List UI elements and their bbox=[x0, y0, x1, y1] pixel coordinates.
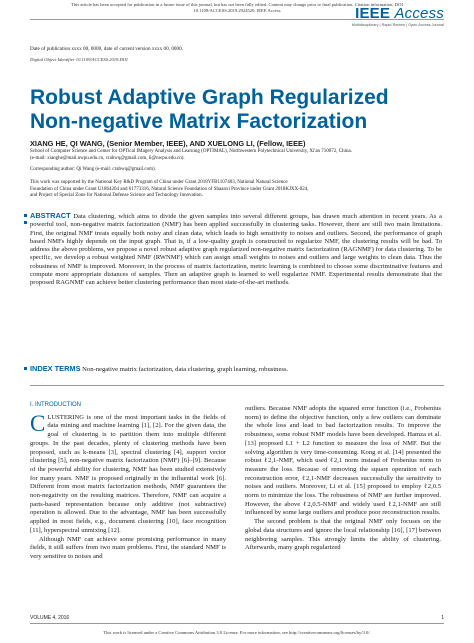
publication-dates: Date of publication xxxx 00, 0000, date of current version xxxx 00, 0000. bbox=[30, 46, 183, 52]
doi-line: Digital Object Identifier 10.1109/ACCESS.2019.DOI bbox=[30, 57, 128, 62]
author-list: XIANG HE, QI WANG, (Senior Member, IEEE), AND XUELONG LI, (Fellow, IEEE) bbox=[30, 139, 306, 148]
intro-paragraph-2: Although NMF can achieve some promising performance in many fields, it still suffers from two main problems. First, the standard NMF is very sensitive to noises and bbox=[30, 535, 226, 560]
index-terms bbox=[30, 365, 442, 374]
right-column bbox=[245, 405, 441, 553]
right-paragraph-2: The second problem is that the original NMF only focuses on the global data structures and ignore the local relationship [16], [17] between neighboring samples. This strongly limits the ability of clustering. Afterwards, many graph regularized bbox=[245, 518, 441, 552]
abstract bbox=[30, 212, 442, 288]
page-number: 1 bbox=[441, 615, 444, 621]
corresponding-author: Corresponding author: Qi Wang (e-mail: crabwq@gmail.com). bbox=[30, 167, 156, 172]
intro-paragraph-1-text: LUSTERING is one of the most important tasks in the fields of data mining and machine learning [1], [2]. For the given data, the goal of clustering is to partition them into multiple different groups. In the past decades, plenty of clustering methods have been proposed, such as k-means [3], spectral clustering [4], support vector clustering [5], non-negative matrix factorization (NMF) [6]–[9]. Because of the powerful ability for clustering, NMF has been studied extensively for many years. NMF is proposed originally in the influential work [6]. Different from most matrix factorization methods, NMF guarantees the non-negativity on the resulting matrices. Therefore, NMF can acquire a parts-based representation because only additive (not subtractive) operation is allowed. Due to the advantage, NMF has been successfully applied in most fields, e.g., document clustering [10], face recognition [11], hyperspectral unmixing [12]. bbox=[30, 413, 226, 534]
notice-line-2: 10.1109/ACCESS.2019.2924520, IEEE Access bbox=[193, 8, 281, 13]
abstract-text: Data clustering, which aims to divide the given samples into several different groups, has drawn much attention in recent years. As a powerful tool, non-negative matrix factorization (NMF) has been applied successfully in clustering tasks. However, there are still two main limitations. First, the original NMF treats equally both noisy and clean data, which leads to high sensitivity to noises and outliers. Second, the performance of graph based NMFs highly depends on the input graph. That is, if a low-quality graph is constructed to regularize NMF, the clustering results will be bad. To address the above problems, we propose a novel robust adaptive graph regularized non-negative matrix factorization (RAGNMF) for data clustering. To be specific, we develop a robust weighted NMF (RWNMF) which can assign small weights to noises and outliers and large weights to clean data. Thus the robustness of NMF is improved. Moreover, in the process of matrix factorization, metric learning is combined to choose some discriminative features and compute more appropriate distances of samples. Then an adaptive graph is learned to well regularize NMF. Experimental results demonstrate that the proposed RAGNMF can achieve better clustering performance than most state-of-the-art methods. bbox=[30, 213, 442, 287]
volume-label: VOLUME 4, 2016 bbox=[30, 615, 70, 621]
funding-line-3: and Project of Special Zone for National Defense Science and Technology Innovation. bbox=[30, 193, 203, 199]
index-terms-text: Non-negative matrix factorization, data clustering, graph learning, robustness. bbox=[82, 366, 289, 373]
index-terms-heading: INDEX TERMS bbox=[30, 364, 81, 373]
abstract-heading: ABSTRACT bbox=[30, 211, 71, 220]
funding-line-1: This work was supported by the National Key R&D Program of China under Grant 2018YFB1107403, National Natural Science bbox=[30, 180, 288, 185]
funding-line-2: Foundation of China under Grant U1864204 and 61773316, Natural Science Foundation of Shaanxi Province under Grant 2018KJXX-024, bbox=[30, 186, 309, 192]
title-line-1: Robust Adaptive Graph Regularized bbox=[30, 86, 389, 109]
intro-paragraph-1 bbox=[30, 410, 226, 536]
right-paragraph-1: outliers. Because NMF adopts the squared error function (i.e., Frobenius norm) to define the objective function, only a few outliers can dominate the whole loss and lead to bad factorization results. To improve the robustness, some robust NMF models have been developed. Hamza et al. [13] proposed L1 + L2 function to measure the loss of NMF. But the solving algorithm is very time-consuming. Kong et al. [14] presented the robust ℓ2,1-NMF, which used ℓ2,1 norm instead of Frobenius norm to measure the loss. Because of removing the square operation of each reconstruction error, ℓ2,1-NMF decreases successfully the sensitivity to noises and outliers. Moreover, Li et al. [15] proposed to employ ℓ2,0.5 norm to minimize the loss. The robustness of NMF are further improved. However, the above ℓ2,0.5-NMF and widely used ℓ2,1-NMF are still influenced by some large outliers and produce poor reconstruction results. bbox=[245, 405, 441, 517]
abstract-divider bbox=[30, 385, 444, 386]
title-line-2: Non-negative Matrix Factorization bbox=[30, 110, 368, 133]
paper-title bbox=[30, 86, 450, 134]
footer-divider bbox=[30, 623, 444, 624]
section-marker-icon bbox=[24, 367, 27, 370]
section-marker-icon bbox=[24, 214, 27, 217]
logo-ieee-text: IEEE bbox=[355, 5, 391, 22]
funding-statement bbox=[30, 180, 450, 200]
introduction-heading: I. INTRODUCTION bbox=[30, 402, 81, 408]
logo-tagline: Multidisciplinary | Rapid Review | Open Access Journal bbox=[351, 23, 444, 27]
header-divider bbox=[30, 19, 444, 20]
section-marker-icon bbox=[24, 221, 27, 224]
affiliation-line-2: (e-mail: xianghe@mail.nwpu.edu.cn, crabwq@gmail.com, li@nwpu.edu.cn). bbox=[30, 155, 185, 161]
logo-access-text: Access bbox=[394, 5, 444, 22]
affiliation-line-1: School of Computer Science and Center for OPTical IMagery Analysis and Learning (OPTIMAL), Northwestern Polytechnical University, Xi'an 710072, China. bbox=[30, 149, 352, 154]
notice-line-1: This article has been accepted for publication in a future issue of this journal, but has not been fully edited. Content may change prior to final publication. Citation information: DOI bbox=[71, 2, 403, 7]
license-notice: This work is licensed under a Creative Commons Attribution 3.0 License. For more information, see http://creativecommons.org/licenses/by/3.0/. bbox=[103, 630, 371, 635]
drop-cap: C bbox=[30, 410, 46, 436]
left-column bbox=[30, 401, 226, 562]
affiliation bbox=[30, 149, 450, 162]
